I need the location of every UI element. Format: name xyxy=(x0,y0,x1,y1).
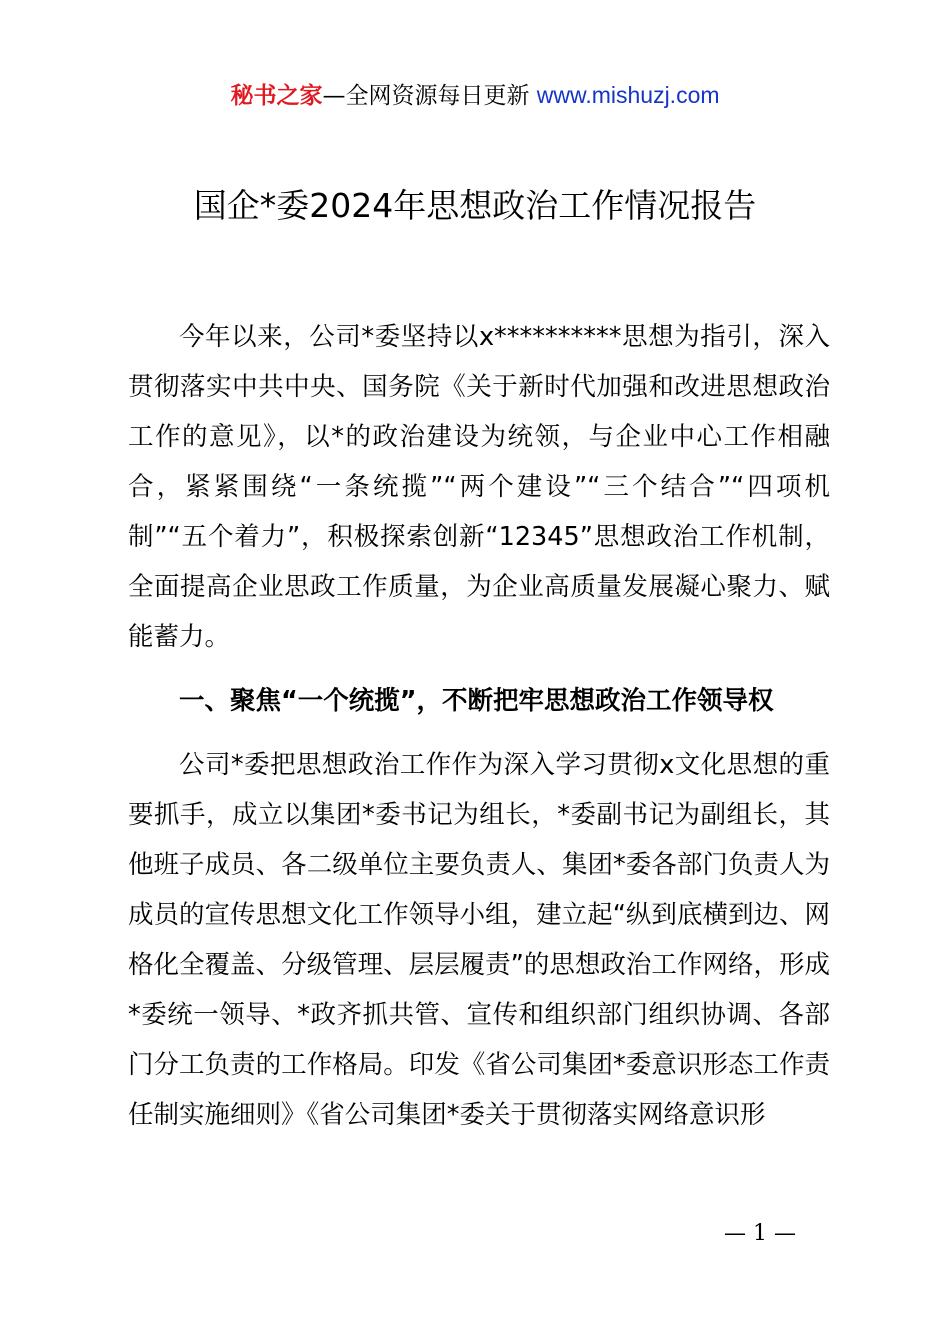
brand-name: 秘书之家 xyxy=(230,83,323,109)
section-1-paragraph: 公司*委把思想政治工作作为深入学习贯彻x文化思想的重要抓手，成立以集团*委书记为组长，*委副书记为副组长，其他班子成员、各二级单位主要负责人、集团*委各部门负责人为成员的宣传思想文化工作领导小组，建立起“纵到底横到边、网格化全覆盖、分级管理、层层履责”的思想政治工作网络，形成*委统一领导、*政齐抓共管、宣传和组织部门组织协调、各部门分工负责的工作格局。印发《省公司集团*委意识形态工作责任制实施细则》《省公司集团*委关于贯彻落实网络意识形 xyxy=(128,750,830,1130)
section-heading-1: 一、聚焦“一个统揽”，不断把牢思想政治工作领导权 xyxy=(179,686,774,716)
intro-paragraph: 今年以来，公司*委坚持以x**********思想为指引，深入贯彻落实中共中央、国务院《关于新时代加强和改进思想政治工作的意见》，以*的政治建设为统领，与企业中心工作相融合，紧紧围绕“一条统揽”“两个建设”“三个结合”“四项机制”“五个着力”，积极探索创新“12345”思想政治工作机制，全面提高企业思政工作质量，为企业高质量发展凝心聚力、赋能蓄力。 xyxy=(128,322,830,652)
document-title: 国企*委2024年思想政治工作情况报告 xyxy=(193,186,757,225)
document-body xyxy=(128,312,830,1140)
site-header xyxy=(0,78,950,113)
header-tagline: —全网资源每日更新 xyxy=(322,83,530,109)
site-link[interactable]: www.mishuzj.com xyxy=(536,82,720,108)
page-number: — 1 — xyxy=(724,1221,796,1246)
